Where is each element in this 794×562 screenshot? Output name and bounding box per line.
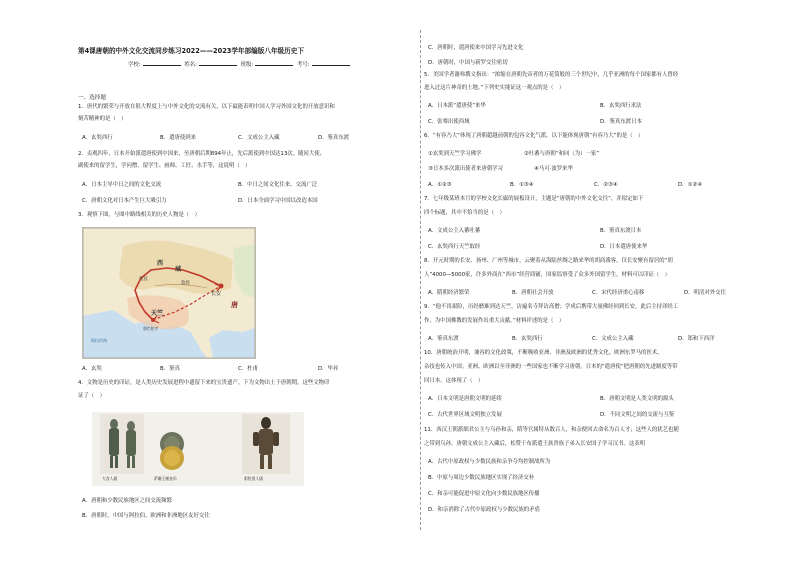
q9-option-c[interactable]: C．文成公主入藏 xyxy=(592,336,634,342)
map-label-west: 西 xyxy=(157,260,164,267)
left-column xyxy=(78,0,418,562)
page-title: 第4课唐朝的中外文化交流同步练习2022——2023学年部编版八年级历史下 xyxy=(78,47,304,55)
q9-option-b[interactable]: B．玄奘西行 xyxy=(512,336,543,342)
q7-option-b[interactable]: B．鉴真东渡日本 xyxy=(600,228,642,234)
q8-stem-line1: 8．开元时期的长安、扬州、广州等城市，云聚着从海陆丝绸之路来华的胡商番客，仅长安聚有留居的“胡 xyxy=(424,258,673,264)
figurine-photo-1 xyxy=(100,414,144,474)
q5-stem-line1: 5．美国学者谢弗撰文指出：“浓缩在唐朝先帝者的万花筒般的三个世纪中，几乎亚洲的每个国家都有人曾经 xyxy=(424,72,679,78)
q11-option-c[interactable]: C．和亲可能促进中原文化向少数民族地区传播 xyxy=(428,491,540,497)
route-map xyxy=(82,227,256,359)
caption-figurine-1: 大食人俑 xyxy=(102,476,118,481)
section-heading: 一、选择题 xyxy=(78,95,106,101)
q7-option-d[interactable]: D．日本遣唐使来华 xyxy=(600,244,648,250)
q4-option-c[interactable]: C．唐朝时，遣唐使来中国学习先进文化 xyxy=(428,45,524,51)
q9-stem-line2: 作，为中国佛教的发展作出重大贡献。”材料评述的是（ ） xyxy=(424,318,565,324)
q2-option-a[interactable]: A．日本主导中日之间的文化交流 xyxy=(82,182,162,188)
q11-stem-line1: 11．西汉王朝派细君公主与乌孙和亲，隋等官属特从数百人，和亲便回去命名为百人才；这些人的犹艺也随 xyxy=(424,427,679,433)
q3-option-b[interactable]: B．鉴真 xyxy=(160,366,180,372)
q10-stem-line2: 杂技也传入中国；亚洲、欧洲以至非洲的一些国家也不断学习唐朝。日本的“遣唐使”把唐朝的先进制度等带 xyxy=(424,364,678,370)
q2-stem-line2: 副使来的留学生，学问僧、留学生、画师、工匠、水手等，这说明（ ） xyxy=(78,163,251,169)
q8-stem-line2: 人”4000—5000家，许多外商在“西市”经营商铺，国家监察受了众多外国留学生，材料可以印证（ ） xyxy=(424,272,671,278)
q2-option-c[interactable]: C．唐朝文化对日本产生巨大吸引力 xyxy=(82,198,167,204)
q4-option-b[interactable]: B．唐朝时，中国与阿拉伯、欧洲和非洲地区友好交往 xyxy=(82,513,210,519)
q3-stem: 3．观察下图，与图中路线相关的历史人物是（ ） xyxy=(78,212,201,218)
right-column xyxy=(424,0,774,562)
q10-stem-line1: 10．唐朝统治开明，兼容的文化政策，不断吸收亚洲、非洲及欧洲的优秀文化。欧洲东罗马的医术， xyxy=(424,350,663,356)
exam-number-label: 考号: xyxy=(296,62,310,68)
map-label-tang: 唐 xyxy=(231,301,238,309)
q1-option-d[interactable]: D．鉴真东渡 xyxy=(318,135,350,141)
q7-stem-line1: 7．七年级某班本月的学校文化长廊的展板设计，主题是“唐朝的中外文化交往”，并拟定如下 xyxy=(424,196,644,202)
q10-option-a[interactable]: A．日本文明是唐朝文明的延续 xyxy=(428,396,502,402)
q8-option-d[interactable]: D．明清对外交往 xyxy=(684,290,726,296)
name-blank[interactable] xyxy=(199,60,237,66)
q11-stem-line2: 之带到乌孙。唐朝文成公主入藏后，松赞干布派遣王族贵族子弟入长安国子学习汉书。这表明 xyxy=(424,441,646,447)
q3-option-d[interactable]: D．毕昇 xyxy=(318,366,339,372)
q2-stem-line1: 2．贞观四年，日本开始派遣唐使到中国来，至唐朝后期894年止，先后派使到中国达13次。随同大使、 xyxy=(78,151,325,157)
q8-option-a[interactable]: A．隋朝经济繁荣 xyxy=(428,290,470,296)
map-label-changan: 长安 xyxy=(211,291,222,297)
q4-option-d[interactable]: D．唐朝时，中国与新罗交往密切 xyxy=(428,60,508,66)
class-blank[interactable] xyxy=(255,60,293,66)
exam-number-blank[interactable] xyxy=(312,60,350,66)
student-info-line xyxy=(128,60,352,68)
q10-stem-line3: 回日本。这体现了（ ） xyxy=(424,378,484,384)
q6-item-4: ④马可·波罗来华 xyxy=(534,166,573,172)
q11-option-b[interactable]: B．中原与周边少数民族地区实现了经济交补 xyxy=(428,475,535,481)
q5-option-c[interactable]: C．张骞出使西域 xyxy=(428,119,470,125)
q5-option-b[interactable]: B．玄奘西行求法 xyxy=(600,103,642,109)
school-label: 学校: xyxy=(128,62,141,68)
q6-item-1: ①玄奘到天竺学习佛学 xyxy=(428,151,482,157)
q6-item-3: ③日本多次派出使者来唐朝学习 xyxy=(428,166,503,172)
figurine-photo-2 xyxy=(242,414,290,474)
map-label-qiuci: 龟兹 xyxy=(139,277,148,282)
q9-option-d[interactable]: D．郑和下西洋 xyxy=(678,336,715,342)
q6-option-a[interactable]: A．①②③ xyxy=(428,182,452,188)
school-blank[interactable] xyxy=(143,60,181,66)
q9-option-a[interactable]: A．鉴真东渡 xyxy=(428,336,459,342)
q4-stem-line1: 4．文物是历史的印证，是人类历史发展进程中遗留下来的宝贵遗产。下为文物出土于唐朝期，这些文物印 xyxy=(78,380,330,386)
q1-stem-line2: 刻苦精神的是（ ） xyxy=(78,116,127,122)
route-map-svg xyxy=(83,228,255,358)
q7-option-c[interactable]: C．玄奘西行天竺取经 xyxy=(428,244,481,250)
q4-stem-line2: 证了（ ） xyxy=(78,393,105,399)
q5-option-d[interactable]: D．鉴真东渡日本 xyxy=(600,119,642,125)
q6-option-c[interactable]: C．②③④ xyxy=(594,182,618,188)
q9-stem-line1: 9．“他不畏艰险，历经磨难到达天竺，访遍名寺拜访高僧；学成后携带大量佛经回到长安，此后主持译经工 xyxy=(424,304,679,310)
q3-option-a[interactable]: A．玄奘 xyxy=(82,366,102,372)
q8-option-b[interactable]: B．唐朝社会开放 xyxy=(512,290,554,296)
q6-option-b[interactable]: B．①③④ xyxy=(510,182,534,188)
q3-option-c[interactable]: C．杜甫 xyxy=(238,366,258,372)
map-label-nalanda: 那烂陀寺 xyxy=(143,326,159,331)
caption-figurine-2: 彩绘黑人俑 xyxy=(244,476,263,481)
q2-option-b[interactable]: B．中日之间文化往来、交流广泛 xyxy=(238,182,318,188)
q6-option-d[interactable]: D．①②④ xyxy=(678,182,703,188)
q5-option-a[interactable]: A．日本派“遣唐使”来华 xyxy=(428,103,486,109)
class-label: 班级: xyxy=(240,62,254,68)
map-label-arabian-sea: 阿拉伯海 xyxy=(91,338,107,343)
q7-stem-line2: 四个标题，其中不恰当的是（ ） xyxy=(424,210,505,216)
artifact-photos xyxy=(92,412,304,486)
q10-option-c[interactable]: C．古代世界区域文明独立发展 xyxy=(428,412,502,418)
column-divider xyxy=(420,30,421,530)
q1-option-a[interactable]: A．玄奘西行 xyxy=(82,135,113,141)
map-label-dunhuang: 敦煌 xyxy=(181,281,190,286)
q11-option-a[interactable]: A．古代中原政权与少数民族和亲争夺均控制战所为 xyxy=(428,459,551,465)
q10-option-b[interactable]: B．唐朝文明是人类文明的源头 xyxy=(600,396,674,402)
q1-stem-line1: 1．唐代的繁荣与开放在很大程度上与中外文化的交流有关，以下最能表明中国人学习外国文化的开放意识和 xyxy=(78,104,335,110)
caption-coin: 萨珊王朝金币 xyxy=(154,476,177,481)
map-label-region: 域 xyxy=(175,266,182,273)
q2-option-d[interactable]: D．日本全面学习中国以改造本国 xyxy=(238,198,318,204)
q10-option-d[interactable]: D．不同文明之间的交流与互鉴 xyxy=(600,412,675,418)
q6-stem: 6．“有容乃大”体现了唐朝超越前朝的包容文化气派。以下能体现唐朝“有容乃大”的是（ ） xyxy=(424,133,644,139)
q4-option-a[interactable]: A．唐朝和少数民族地区之间交流频繁 xyxy=(82,498,172,504)
q5-stem-line2: 进入过这片神奇的土地。”下列史实能证这一观点的是（ ） xyxy=(424,85,565,91)
map-label-tianzhu: 天竺 xyxy=(151,310,164,317)
name-label: 姓名: xyxy=(184,62,197,68)
q8-option-c[interactable]: C．宋代经济重心南移 xyxy=(592,290,645,296)
q1-option-c[interactable]: C．文成公主入藏 xyxy=(238,135,280,141)
q7-option-a[interactable]: A．文成公主入蕃吐蕃 xyxy=(428,228,481,234)
coin-photo-2 xyxy=(154,444,190,472)
q6-item-2: ②吐蕃与唐朝“和同（为）一家” xyxy=(524,151,600,157)
q11-option-d[interactable]: D．和亲消除了古代中原政权与少数民族的矛盾 xyxy=(428,507,540,513)
q1-option-b[interactable]: B．遣唐使到来 xyxy=(160,135,197,141)
